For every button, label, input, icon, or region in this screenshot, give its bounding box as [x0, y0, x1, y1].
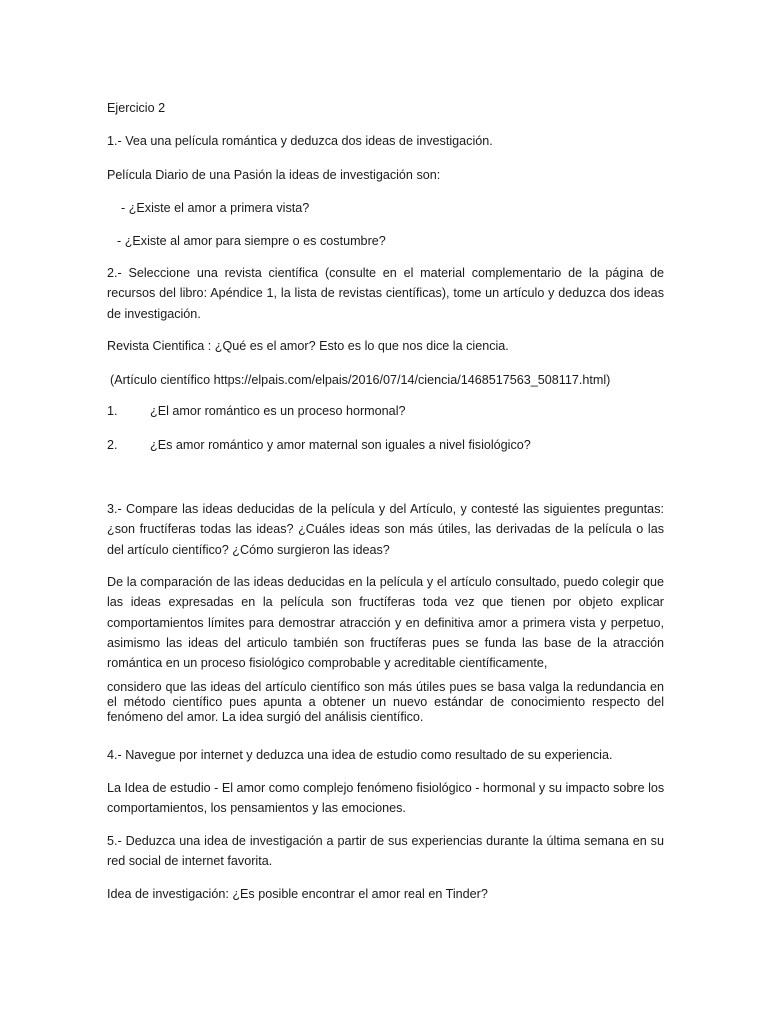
answer-5: Idea de investigación: ¿Es posible encontrar el amor real en Tinder?: [107, 887, 488, 901]
numbered-item-2: [107, 435, 531, 455]
answer-1-intro: Película Diario de una Pasión la ideas de investigación son:: [107, 168, 441, 182]
question-1: 1.- Vea una película romántica y deduzca dos ideas de investigación.: [107, 134, 493, 148]
question-3: 3.- Compare las ideas deducidas de la película y del Artículo, y contesté las siguientes preguntas: ¿son fructíferas todas las ideas? ¿Cuáles ideas son más útiles, las derivadas de la película o las del artículo científico? ¿Cómo surgieron las ideas?: [107, 502, 664, 557]
question-5: 5.- Deduzca una idea de investigación a partir de sus experiencias durante la última semana en su red social de internet favorita.: [107, 834, 664, 869]
item-text: ¿Es amor romántico y amor maternal son iguales a nivel fisiológico?: [150, 438, 531, 452]
item-text: ¿El amor romántico es un proceso hormonal?: [150, 404, 406, 418]
answer-4: La Idea de estudio - El amor como complejo fenómeno fisiológico - hormonal y su impacto sobre los comportamientos, los pensamientos y las emociones.: [107, 781, 665, 816]
item-number: 2.: [107, 438, 118, 452]
article-source: (Artículo científico https://elpais.com/elpais/2016/07/14/ciencia/1468517563_508117.html): [110, 373, 611, 387]
exercise-heading: Ejercicio 2: [107, 101, 166, 115]
answer-1-bullet-1: - ¿Existe el amor a primera vista?: [121, 201, 310, 215]
question-4: 4.- Navegue por internet y deduzca una idea de estudio como resultado de su experiencia.: [107, 748, 613, 762]
question-2: 2.- Seleccione una revista científica (consulte en el material complementario de la página de recursos del libro: Apéndice 1, la lista de revistas científicas), tome un artículo y deduzca dos ideas de investigación.: [107, 266, 664, 321]
numbered-item-1: [107, 401, 406, 421]
journal-title: Revista Cientifica : ¿Qué es el amor? Esto es lo que nos dice la ciencia.: [107, 339, 509, 353]
item-number: 1.: [107, 404, 118, 418]
answer-3-part-1: De la comparación de las ideas deducidas en la película y el artículo consultado, puedo colegir que las ideas expresadas en la película son fructíferas toda vez que tienen por objeto explicar comportamientos límites para demostrar atracción y en definitiva amor a primera vista y perpetuo, asimismo las ideas del articulo también son fructíferas pues se funda las base de la atracción romántica en un proceso fisiológico comprobable y acreditable científicamente,: [107, 575, 664, 671]
answer-1-bullet-2: - ¿Existe al amor para siempre o es costumbre?: [117, 234, 386, 248]
answer-3-part-2: considero que las ideas del artículo científico son más útiles pues se basa valga la redundancia en el método científico pues apunta a obtener un nuevo estándar de conocimiento respecto del fenómeno del amor. La idea surgió del análisis científico.: [107, 680, 664, 724]
